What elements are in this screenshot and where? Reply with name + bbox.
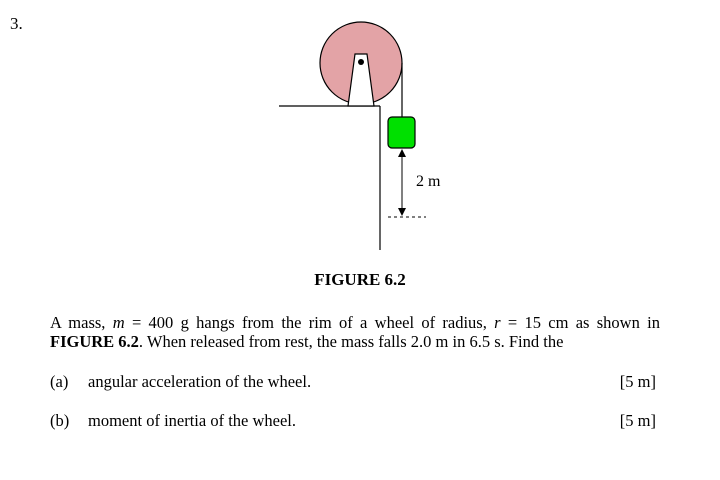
figure-reference: FIGURE 6.2 — [50, 332, 139, 351]
arrow-head-down — [398, 208, 406, 216]
part-b-marks: [5 m] — [619, 411, 656, 430]
arrow-head-up — [398, 149, 406, 157]
figure-caption: FIGURE 6.2 — [314, 270, 406, 289]
axle — [358, 59, 364, 65]
hanging-mass — [388, 117, 415, 148]
part-b-label: (b) — [50, 411, 70, 430]
problem-statement: A mass, m = 400 g hangs from the rim of a wheel of radius, r = 15 cm as shown in FIGURE 6.2. When released from rest, the mass falls 2.0 m in 6.5 s. Find the — [50, 313, 660, 351]
part-a-label: (a) — [50, 372, 69, 391]
part-b-text: moment of inertia of the wheel. — [88, 411, 297, 430]
part-a-text: angular acceleration of the wheel. — [88, 372, 312, 391]
question-number: 3. — [10, 14, 23, 33]
mass-symbol: m — [112, 313, 125, 332]
radius-symbol: r — [494, 313, 501, 332]
distance-label: 2 m — [416, 173, 441, 190]
part-a-marks: [5 m] — [619, 372, 656, 391]
